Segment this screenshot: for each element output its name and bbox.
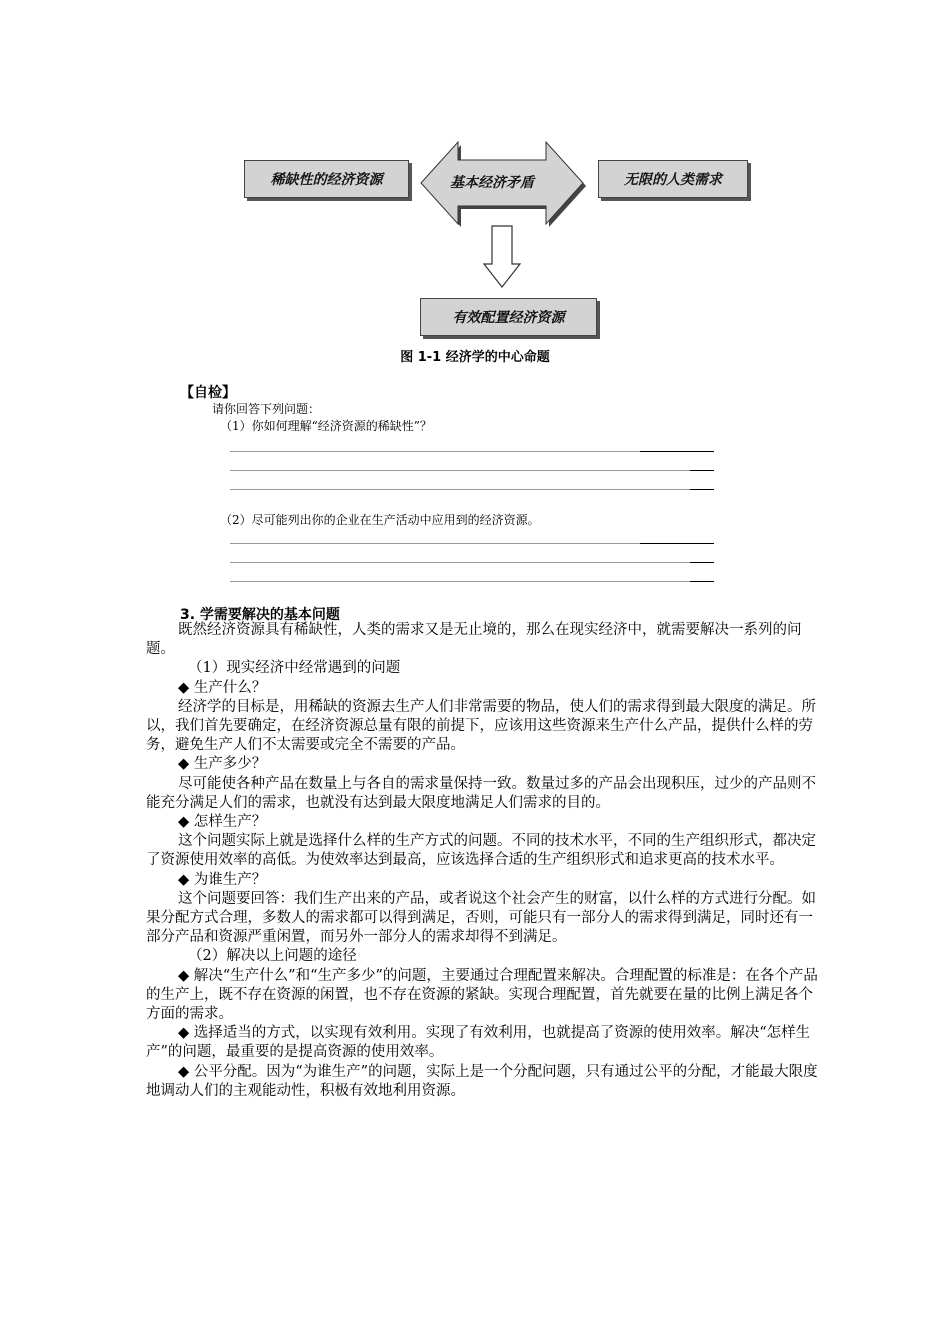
subheading: （2）解决以上问题的途径 bbox=[188, 948, 357, 965]
unlimited-demand-box bbox=[598, 160, 748, 198]
paragraph: 这个问题实际上就是选择什么样的生产方式的问题。不同的技术水平，不同的生产组织形式，都决定了资源使用效率的高低。为使效率达到最高，应该选择合适的生产组织形式和追求更高的技术水平。 bbox=[146, 833, 816, 869]
paragraph: 经济学的目标是，用稀缺的资源去生产人们非常需要的物品，使人们的需求得到最大限度的满足。所以，我们首先要确定，在经济资源总量有限的前提下，应该用这些资源来生产什么产品，提供什么样的劳务，避免生产人们不太需要或完全不需要的产品。 bbox=[146, 698, 816, 754]
effective-allocation-label: 有效配置经济资源 bbox=[452, 310, 565, 326]
section-title: 3. 学需要解决的基本问题 bbox=[180, 607, 340, 623]
bullet-heading: ◆ 为谁生产？ bbox=[178, 871, 267, 888]
bullet-heading: ◆ 生产什么？ bbox=[178, 679, 267, 696]
answer-line[interactable] bbox=[230, 562, 714, 563]
scarce-resources-label: 稀缺性的经济资源 bbox=[270, 172, 383, 188]
answer-line[interactable] bbox=[230, 543, 714, 544]
bullet-heading: ◆ 怎样生产？ bbox=[178, 814, 267, 831]
question-2: （2）尽可能列出你的企业在生产活动中应用到的经济资源。 bbox=[220, 513, 540, 527]
paragraph: 尽可能使各种产品在数量上与各自的需求量保持一致。数量过多的产品会出现积压，过少的产品则不能充分满足人们的需求，也就没有达到最大限度地满足人们需求的目的。 bbox=[146, 775, 816, 811]
solution-item: ◆ 公平分配。因为“为谁生产”的问题，实际上是一个分配问题，只有通过公平的分配，才能最大限度地调动人们的主观能动性，积极有效地利用资源。 bbox=[146, 1063, 818, 1099]
question-1: （1）你如何理解“经济资源的稀缺性”？ bbox=[220, 419, 432, 433]
solution-item: ◆ 选择适当的方式，以实现有效利用。实现了有效利用，也就提高了资源的使用效率。解决“怎样生产”的问题，最重要的是提高资源的使用效率。 bbox=[146, 1025, 811, 1061]
self-check-intro: 请你回答下列问题： bbox=[212, 402, 321, 416]
paragraph: 既然经济资源具有稀缺性，人类的需求又是无止境的，那么在现实经济中，就需要解决一系列的问题。 bbox=[146, 622, 802, 658]
section-body bbox=[146, 621, 822, 1101]
self-check-title: 【自检】 bbox=[180, 385, 236, 401]
subheading: （1）现实经济中经常遇到的问题 bbox=[188, 660, 401, 677]
central-proposition-diagram bbox=[0, 0, 950, 370]
answer-line[interactable] bbox=[230, 489, 714, 490]
answer-line[interactable] bbox=[230, 581, 714, 582]
unlimited-demand-label: 无限的人类需求 bbox=[624, 172, 722, 188]
answer-line[interactable] bbox=[230, 451, 714, 452]
solution-item: ◆ 解决“生产什么”和“生产多少”的问题，主要通过合理配置来解决。合理配置的标准是：在各个产品的生产上，既不存在资源的闲置，也不存在资源的紧缺。实现合理配置，首先就要在量的比例上满足各个方面的需求。 bbox=[146, 967, 818, 1023]
down-arrow-shape bbox=[482, 224, 522, 290]
scarce-resources-box bbox=[244, 160, 409, 198]
effective-allocation-box bbox=[420, 298, 597, 336]
basic-contradiction-label: 基本经济矛盾 bbox=[450, 175, 534, 191]
answer-line[interactable] bbox=[230, 470, 714, 471]
bullet-heading: ◆ 生产多少？ bbox=[178, 756, 267, 773]
paragraph: 这个问题要回答：我们生产出来的产品，或者说这个社会产生的财富，以什么样的方式进行分配。如果分配方式合理，多数人的需求都可以得到满足，否则，可能只有一部分人的需求得到满足，同时还有一部分产品和资源严重闲置，而另外一部分人的需求却得不到满足。 bbox=[146, 890, 816, 946]
figure-caption: 图 1-1 经济学的中心命题 bbox=[400, 350, 550, 365]
